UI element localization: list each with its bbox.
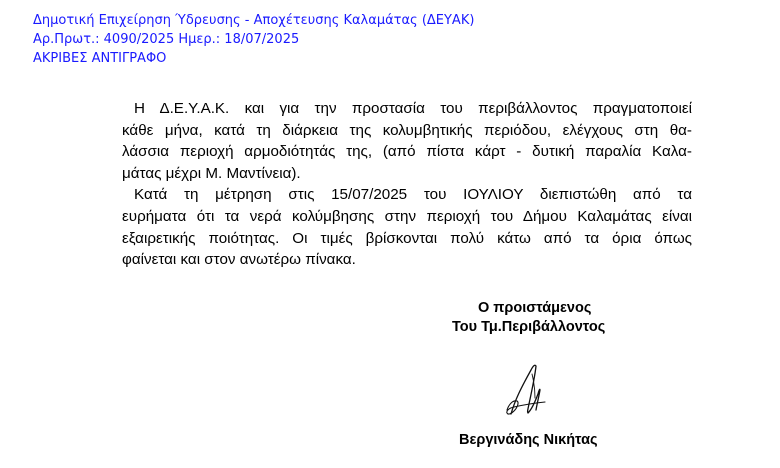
paragraph2-line4: φαίνεται και στον ανωτέρω πίνακα.	[122, 251, 356, 269]
stamp-certification: ΑΚΡΙΒΕΣ ΑΝΤΙΓΡΑΦΟ	[33, 51, 167, 66]
signatory-department: Του Τμ.Περιβάλλοντος	[452, 319, 606, 335]
document-body	[122, 98, 692, 271]
paragraph2-line1: Κατά τη μέτρηση στις 15/07/2025 του ΙΟΥΛΙΟΥ διεπιστώθη από τα	[134, 186, 692, 204]
stamp-organization: Δημοτική Επιχείρηση Ύδρευσης - Αποχέτευσης Καλαμάτας (ΔΕΥΑΚ)	[33, 13, 475, 28]
signatory-title: Ο προιστάμενος	[478, 300, 592, 316]
signatory-name: Βεργινάδης Νικήτας	[459, 432, 598, 448]
stamp-protocol: Αρ.Πρωτ.: 4090/2025 Ημερ.: 18/07/2025	[33, 32, 300, 47]
paragraph2-line3: εξαιρετικής ποιότητας. Οι τιμές βρίσκονται πολύ κάτω από τα όρια όπως	[122, 229, 692, 247]
handwritten-signature	[505, 360, 549, 418]
paragraph1-line3: λάσσια περιοχή αρμοδιότητάς της, (από πίστα κάρτ - δυτική παραλία Καλα-	[122, 143, 692, 161]
paragraph1-line2: κάθε μήνα, κατά τη διάρκεια της κολυμβητικής περιόδου, ελέγχους στη θα-	[122, 121, 692, 139]
paragraph1-line4: μάτας μέχρι Μ. Μαντίνεια).	[122, 164, 301, 182]
paragraph1-line1: Η Δ.Ε.Υ.Α.Κ. και για την προστασία του περιβάλλοντος πραγματοποιεί	[134, 100, 692, 117]
header-stamp	[33, 11, 474, 68]
paragraph2-line2: ευρήματα ότι τα νερά κολύμβησης στην περιοχή του Δήμου Καλαμάτας είναι	[122, 207, 692, 225]
